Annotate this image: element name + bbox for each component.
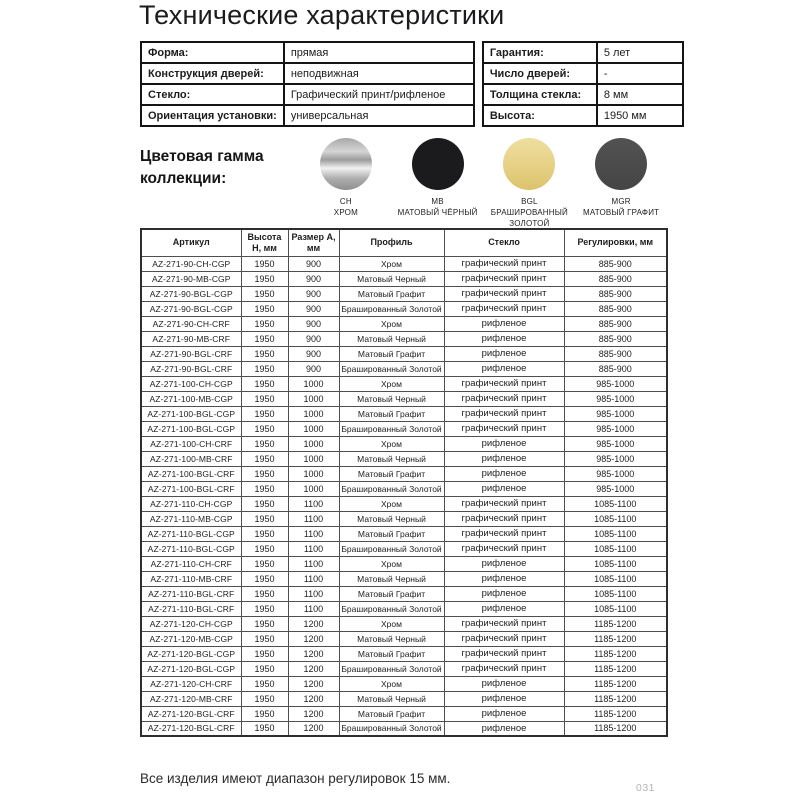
cell-height: 1950 (241, 511, 288, 526)
cell-profile: Хром (339, 676, 444, 691)
spec-label: Форма: (141, 42, 284, 63)
cell-glass: рифленое (444, 466, 564, 481)
cell-artikul: AZ-271-120-MB-CGP (141, 631, 241, 646)
spec-label: Высота: (483, 105, 597, 126)
cell-profile: Хром (339, 556, 444, 571)
cell-adjust: 985-1000 (564, 391, 667, 406)
cell-adjust: 1085-1100 (564, 526, 667, 541)
table-row (141, 526, 667, 541)
cell-height: 1950 (241, 286, 288, 301)
cell-glass: рифленое (444, 361, 564, 376)
cell-artikul: AZ-271-90-BGL-CRF (141, 361, 241, 376)
cell-size: 900 (288, 286, 339, 301)
cell-height: 1950 (241, 691, 288, 706)
cell-height: 1950 (241, 631, 288, 646)
cell-size: 1000 (288, 376, 339, 391)
spec-row (483, 63, 683, 84)
table-row (141, 271, 667, 286)
cell-height: 1950 (241, 346, 288, 361)
cell-adjust: 1185-1200 (564, 646, 667, 661)
swatch-code: MB (431, 197, 444, 206)
table-row (141, 571, 667, 586)
cell-profile: Матовый Черный (339, 451, 444, 466)
cell-adjust: 1185-1200 (564, 706, 667, 721)
cell-adjust: 885-900 (564, 331, 667, 346)
spec-row (483, 105, 683, 126)
spec-label: Число дверей: (483, 63, 597, 84)
cell-height: 1950 (241, 646, 288, 661)
swatch-area (300, 138, 667, 229)
column-header-size: Размер A, мм (288, 229, 339, 256)
cell-adjust: 885-900 (564, 286, 667, 301)
cell-height: 1950 (241, 436, 288, 451)
cell-size: 1000 (288, 406, 339, 421)
cell-artikul: AZ-271-120-BGL-CRF (141, 721, 241, 736)
swatch-name: МАТОВЫЙ ГРАФИТ (583, 207, 660, 217)
cell-profile: Матовый Графит (339, 586, 444, 601)
cell-adjust: 985-1000 (564, 481, 667, 496)
cell-height: 1950 (241, 706, 288, 721)
cell-artikul: AZ-271-100-CH-CRF (141, 436, 241, 451)
cell-profile: Брашированный Золотой (339, 361, 444, 376)
cell-adjust: 985-1000 (564, 376, 667, 391)
cell-size: 1200 (288, 706, 339, 721)
spec-label: Конструкция дверей: (141, 63, 284, 84)
cell-artikul: AZ-271-90-CH-CGP (141, 256, 241, 271)
table-row (141, 376, 667, 391)
table-row (141, 511, 667, 526)
cell-profile: Матовый Графит (339, 526, 444, 541)
column-header-artikul: Артикул (141, 229, 241, 256)
table-row (141, 406, 667, 421)
spec-value: Графический принт/рифленое (284, 84, 474, 105)
table-row (141, 346, 667, 361)
cell-profile: Брашированный Золотой (339, 421, 444, 436)
table-row (141, 691, 667, 706)
cell-height: 1950 (241, 376, 288, 391)
cell-size: 1000 (288, 436, 339, 451)
cell-size: 900 (288, 301, 339, 316)
cell-glass: рифленое (444, 691, 564, 706)
cell-artikul: AZ-271-110-MB-CGP (141, 511, 241, 526)
cell-glass: графический принт (444, 541, 564, 556)
swatch-code: BGL (521, 197, 538, 206)
table-row (141, 616, 667, 631)
cell-profile: Матовый Черный (339, 691, 444, 706)
cell-profile: Брашированный Золотой (339, 601, 444, 616)
cell-glass: графический принт (444, 391, 564, 406)
cell-artikul: AZ-271-120-MB-CRF (141, 691, 241, 706)
cell-profile: Матовый Черный (339, 631, 444, 646)
cell-height: 1950 (241, 316, 288, 331)
spec-row (141, 84, 474, 105)
cell-artikul: AZ-271-100-MB-CGP (141, 391, 241, 406)
cell-profile: Матовый Черный (339, 511, 444, 526)
cell-size: 1100 (288, 496, 339, 511)
cell-size: 1100 (288, 556, 339, 571)
table-row (141, 256, 667, 271)
table-row (141, 661, 667, 676)
cell-size: 1200 (288, 691, 339, 706)
table-row (141, 286, 667, 301)
cell-size: 1200 (288, 646, 339, 661)
cell-artikul: AZ-271-120-CH-CRF (141, 676, 241, 691)
cell-size: 900 (288, 316, 339, 331)
cell-height: 1950 (241, 331, 288, 346)
cell-adjust: 885-900 (564, 361, 667, 376)
cell-glass: рифленое (444, 556, 564, 571)
cell-artikul: AZ-271-110-BGL-CGP (141, 541, 241, 556)
matte-black-swatch-circle (412, 138, 464, 190)
cell-size: 1200 (288, 616, 339, 631)
cell-size: 1200 (288, 661, 339, 676)
cell-adjust: 1085-1100 (564, 586, 667, 601)
cell-glass: графический принт (444, 271, 564, 286)
cell-adjust: 1085-1100 (564, 571, 667, 586)
brushed-gold-swatch-circle (503, 138, 555, 190)
cell-profile: Брашированный Золотой (339, 661, 444, 676)
cell-profile: Брашированный Золотой (339, 301, 444, 316)
cell-height: 1950 (241, 421, 288, 436)
cell-adjust: 885-900 (564, 316, 667, 331)
spec-label: Стекло: (141, 84, 284, 105)
cell-glass: графический принт (444, 421, 564, 436)
cell-adjust: 985-1000 (564, 421, 667, 436)
swatch-name: ХРОМ (333, 207, 358, 217)
cell-artikul: AZ-271-110-CH-CGP (141, 496, 241, 511)
cell-artikul: AZ-271-120-BGL-CGP (141, 646, 241, 661)
cell-height: 1950 (241, 466, 288, 481)
chrome-swatch-circle (320, 138, 372, 190)
cell-artikul: AZ-271-90-BGL-CGP (141, 301, 241, 316)
cell-height: 1950 (241, 301, 288, 316)
cell-size: 900 (288, 331, 339, 346)
cell-adjust: 885-900 (564, 346, 667, 361)
footer-note: Все изделия имеют диапазон регулировок 15 мм. (140, 771, 451, 786)
cell-artikul: AZ-271-110-BGL-CGP (141, 526, 241, 541)
cell-adjust: 1085-1100 (564, 541, 667, 556)
cell-size: 1000 (288, 421, 339, 436)
cell-glass: графический принт (444, 661, 564, 676)
table-row (141, 556, 667, 571)
table-row (141, 676, 667, 691)
cell-profile: Хром (339, 616, 444, 631)
table-row (141, 496, 667, 511)
column-header-adjust: Регулировки, мм (564, 229, 667, 256)
cell-adjust: 1185-1200 (564, 721, 667, 736)
cell-adjust: 1185-1200 (564, 676, 667, 691)
spec-label: Гарантия: (483, 42, 597, 63)
table-row (141, 586, 667, 601)
cell-size: 1100 (288, 586, 339, 601)
cell-height: 1950 (241, 676, 288, 691)
cell-glass: рифленое (444, 721, 564, 736)
cell-size: 1100 (288, 571, 339, 586)
cell-size: 1000 (288, 466, 339, 481)
spec-label: Толщина стекла: (483, 84, 597, 105)
cell-size: 1000 (288, 481, 339, 496)
cell-adjust: 985-1000 (564, 406, 667, 421)
cell-height: 1950 (241, 616, 288, 631)
cell-height: 1950 (241, 601, 288, 616)
cell-height: 1950 (241, 496, 288, 511)
cell-glass: рифленое (444, 586, 564, 601)
cell-adjust: 1085-1100 (564, 496, 667, 511)
cell-artikul: AZ-271-100-BGL-CRF (141, 466, 241, 481)
cell-artikul: AZ-271-90-CH-CRF (141, 316, 241, 331)
spec-value: прямая (284, 42, 474, 63)
spec-row (141, 63, 474, 84)
cell-artikul: AZ-271-120-CH-CGP (141, 616, 241, 631)
cell-profile: Хром (339, 496, 444, 511)
cell-adjust: 885-900 (564, 271, 667, 286)
swatch-label (484, 197, 576, 229)
cell-glass: рифленое (444, 436, 564, 451)
table-row (141, 436, 667, 451)
cell-glass: графический принт (444, 646, 564, 661)
cell-artikul: AZ-271-110-MB-CRF (141, 571, 241, 586)
cell-size: 1100 (288, 541, 339, 556)
cell-artikul: AZ-271-90-BGL-CRF (141, 346, 241, 361)
cell-size: 1000 (288, 391, 339, 406)
table-row (141, 631, 667, 646)
table-row (141, 391, 667, 406)
cell-artikul: AZ-271-120-BGL-CRF (141, 706, 241, 721)
cell-profile: Матовый Графит (339, 646, 444, 661)
spec-table-left (140, 41, 475, 127)
swatch-brushed-gold (484, 138, 576, 229)
spec-row (141, 105, 474, 126)
cell-glass: графический принт (444, 376, 564, 391)
spec-value: - (597, 63, 683, 84)
cell-glass: рифленое (444, 316, 564, 331)
table-row (141, 331, 667, 346)
cell-height: 1950 (241, 541, 288, 556)
cell-adjust: 985-1000 (564, 466, 667, 481)
spec-value: 1950 мм (597, 105, 683, 126)
table-row (141, 706, 667, 721)
cell-height: 1950 (241, 721, 288, 736)
cell-profile: Матовый Графит (339, 286, 444, 301)
cell-profile: Матовый Черный (339, 271, 444, 286)
swatch-name: МАТОВЫЙ ЧЁРНЫЙ (397, 207, 478, 217)
cell-glass: рифленое (444, 346, 564, 361)
cell-glass: рифленое (444, 331, 564, 346)
cell-artikul: AZ-271-90-MB-CRF (141, 331, 241, 346)
spec-row (483, 84, 683, 105)
cell-size: 1100 (288, 526, 339, 541)
cell-profile: Брашированный Золотой (339, 721, 444, 736)
column-header-glass: Стекло (444, 229, 564, 256)
swatch-label (398, 197, 478, 219)
cell-adjust: 885-900 (564, 301, 667, 316)
table-body (141, 256, 667, 736)
swatch-code: MGR (611, 197, 631, 206)
cell-artikul: AZ-271-110-CH-CRF (141, 556, 241, 571)
cell-size: 1100 (288, 601, 339, 616)
matte-graphite-swatch-circle (595, 138, 647, 190)
color-collection-heading: Цветовая гамма коллекции: (140, 148, 264, 187)
table-row (141, 451, 667, 466)
spec-table-right (482, 41, 684, 127)
table-row (141, 466, 667, 481)
cell-size: 1000 (288, 451, 339, 466)
cell-profile: Матовый Черный (339, 391, 444, 406)
cell-profile: Хром (339, 256, 444, 271)
cell-height: 1950 (241, 391, 288, 406)
cell-artikul: AZ-271-110-BGL-CRF (141, 586, 241, 601)
table-row (141, 316, 667, 331)
cell-height: 1950 (241, 406, 288, 421)
column-header-height: Высота H, мм (241, 229, 288, 256)
color-collection-section (140, 138, 667, 229)
cell-profile: Хром (339, 436, 444, 451)
cell-glass: рифленое (444, 451, 564, 466)
cell-glass: графический принт (444, 301, 564, 316)
table-row (141, 541, 667, 556)
cell-height: 1950 (241, 586, 288, 601)
table-row (141, 301, 667, 316)
cell-artikul: AZ-271-100-BGL-CGP (141, 421, 241, 436)
cell-glass: рифленое (444, 571, 564, 586)
cell-size: 900 (288, 256, 339, 271)
cell-glass: графический принт (444, 616, 564, 631)
spec-value: 8 мм (597, 84, 683, 105)
cell-size: 900 (288, 346, 339, 361)
cell-glass: графический принт (444, 406, 564, 421)
cell-profile: Брашированный Золотой (339, 481, 444, 496)
table-row (141, 601, 667, 616)
spec-summary (140, 41, 684, 127)
table-header-row (141, 229, 667, 256)
table-row (141, 646, 667, 661)
spec-value: универсальная (284, 105, 474, 126)
spec-row (141, 42, 474, 63)
cell-adjust: 1185-1200 (564, 691, 667, 706)
swatch-matte-graphite (575, 138, 667, 229)
cell-glass: графический принт (444, 631, 564, 646)
cell-profile: Матовый Графит (339, 346, 444, 361)
cell-glass: рифленое (444, 601, 564, 616)
cell-glass: графический принт (444, 526, 564, 541)
cell-height: 1950 (241, 661, 288, 676)
column-header-profile: Профиль (339, 229, 444, 256)
cell-glass: графический принт (444, 511, 564, 526)
spec-label: Ориентация установки: (141, 105, 284, 126)
cell-adjust: 1085-1100 (564, 556, 667, 571)
cell-adjust: 985-1000 (564, 451, 667, 466)
cell-size: 1100 (288, 511, 339, 526)
cell-glass: графический принт (444, 286, 564, 301)
cell-glass: рифленое (444, 676, 564, 691)
cell-adjust: 1185-1200 (564, 616, 667, 631)
cell-size: 1200 (288, 631, 339, 646)
cell-artikul: AZ-271-120-BGL-CGP (141, 661, 241, 676)
table-row (141, 361, 667, 376)
cell-glass: графический принт (444, 496, 564, 511)
cell-artikul: AZ-271-100-MB-CRF (141, 451, 241, 466)
table-row (141, 421, 667, 436)
cell-height: 1950 (241, 526, 288, 541)
spec-row (483, 42, 683, 63)
swatch-code: CH (339, 197, 352, 206)
cell-height: 1950 (241, 481, 288, 496)
cell-adjust: 1185-1200 (564, 631, 667, 646)
cell-artikul: AZ-271-100-BGL-CGP (141, 406, 241, 421)
cell-height: 1950 (241, 451, 288, 466)
cell-size: 900 (288, 361, 339, 376)
swatch-label (583, 197, 659, 219)
cell-adjust: 985-1000 (564, 436, 667, 451)
page-title: Технические характеристики (139, 0, 505, 30)
cell-profile: Матовый Черный (339, 571, 444, 586)
cell-artikul: AZ-271-100-BGL-CRF (141, 481, 241, 496)
cell-profile: Хром (339, 316, 444, 331)
cell-adjust: 1085-1100 (564, 511, 667, 526)
cell-profile: Матовый Графит (339, 466, 444, 481)
cell-glass: графический принт (444, 256, 564, 271)
cell-profile: Матовый Черный (339, 331, 444, 346)
swatch-label (334, 197, 358, 219)
cell-profile: Брашированный Золотой (339, 541, 444, 556)
cell-artikul: AZ-271-90-MB-CGP (141, 271, 241, 286)
swatch-name: БРАШИРОВАННЫЙ ЗОЛОТОЙ (490, 207, 568, 228)
table-row (141, 481, 667, 496)
cell-artikul: AZ-271-100-CH-CGP (141, 376, 241, 391)
page-number: 031 (636, 782, 656, 794)
cell-profile: Хром (339, 376, 444, 391)
cell-artikul: AZ-271-90-BGL-CGP (141, 286, 241, 301)
cell-profile: Матовый Графит (339, 706, 444, 721)
swatch-matte-black (392, 138, 484, 229)
product-table-section (140, 228, 668, 737)
cell-size: 1200 (288, 676, 339, 691)
swatch-chrome (300, 138, 392, 229)
cell-glass: рифленое (444, 481, 564, 496)
cell-height: 1950 (241, 271, 288, 286)
cell-adjust: 885-900 (564, 256, 667, 271)
cell-size: 1200 (288, 721, 339, 736)
product-table (140, 228, 668, 737)
cell-height: 1950 (241, 256, 288, 271)
table-row (141, 721, 667, 736)
spec-value: неподвижная (284, 63, 474, 84)
cell-height: 1950 (241, 571, 288, 586)
cell-height: 1950 (241, 556, 288, 571)
cell-profile: Матовый Графит (339, 406, 444, 421)
cell-glass: рифленое (444, 706, 564, 721)
cell-adjust: 1085-1100 (564, 601, 667, 616)
cell-size: 900 (288, 271, 339, 286)
cell-adjust: 1185-1200 (564, 661, 667, 676)
spec-value: 5 лет (597, 42, 683, 63)
cell-height: 1950 (241, 361, 288, 376)
cell-artikul: AZ-271-110-BGL-CRF (141, 601, 241, 616)
